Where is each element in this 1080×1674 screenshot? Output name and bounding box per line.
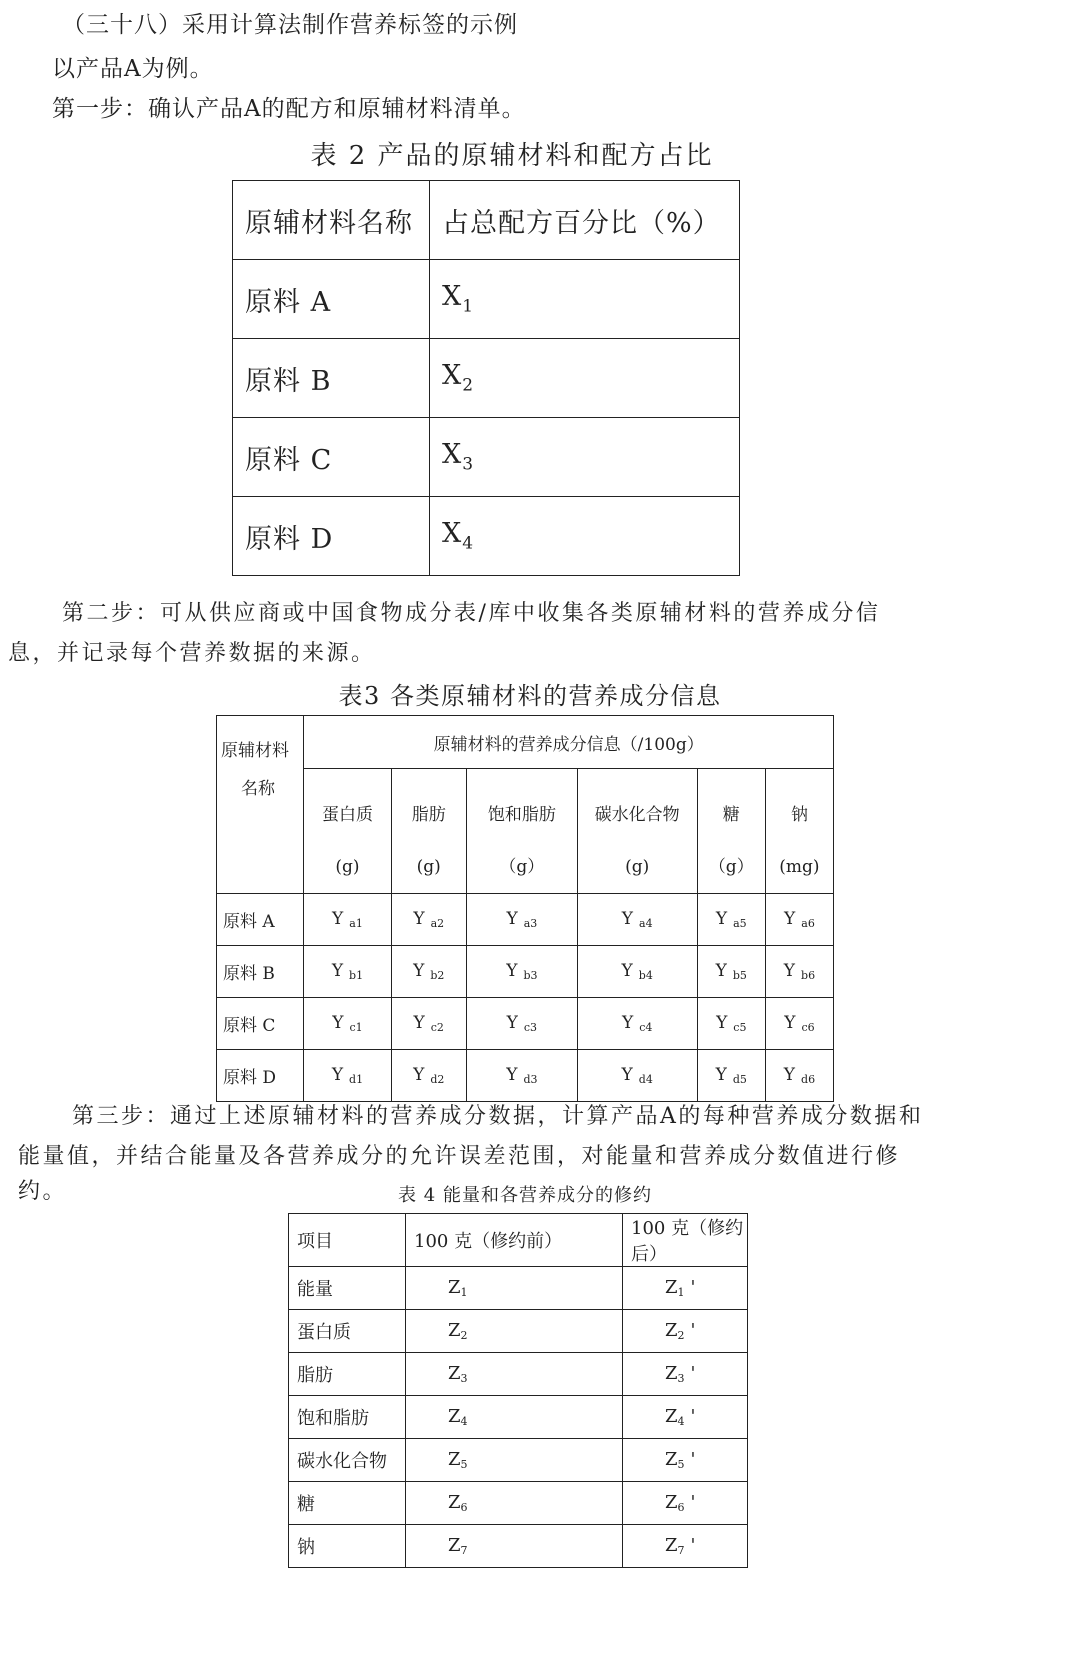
step2-line1: 第二步：可从供应商或中国食物成分表/库中收集各类原辅材料的营养成分信 [62, 601, 881, 626]
row-name: 原料 C [217, 998, 304, 1050]
table3-nutrition [216, 715, 834, 1102]
row-item: 饱和脂肪 [289, 1396, 406, 1439]
column-header: 糖 （g） [697, 769, 765, 894]
table-row [233, 339, 740, 418]
step3-line1: 第三步：通过上述原辅材料的营养成分数据，计算产品A的每种营养成分数据和 [72, 1104, 924, 1129]
table-cell: Y $_{a1}$ [304, 894, 391, 946]
column-header: 脂肪 (g) [391, 769, 466, 894]
table-cell: Y $_{c6}$ [765, 998, 833, 1050]
row-name: 原料 D [217, 1050, 304, 1102]
value-before: $Z_7$ [406, 1525, 623, 1568]
table-row [233, 260, 740, 339]
row-name: 原料 B [217, 946, 304, 998]
step3-line3: 约。 [18, 1179, 68, 1204]
value-after: $Z_2$ ' [623, 1310, 748, 1353]
table-row [217, 998, 834, 1050]
value-after: $Z_7$ ' [623, 1525, 748, 1568]
table-row [289, 1482, 748, 1525]
table-cell: Y $_{a4}$ [577, 894, 697, 946]
table-cell: Y $_{a2}$ [391, 894, 466, 946]
table-cell: Y $_{d5}$ [697, 1050, 765, 1102]
table3-header-span: 原辅材料的营养成分信息（/100g） [304, 716, 834, 769]
column-header: 饱和脂肪 （g） [466, 769, 577, 894]
table-row [289, 1396, 748, 1439]
table-cell: Y $_{d2}$ [391, 1050, 466, 1102]
row-item: 碳水化合物 [289, 1439, 406, 1482]
table4-header-item: 项目 [289, 1214, 406, 1267]
value-after: $Z_6$ ' [623, 1482, 748, 1525]
table4-header-before: 100 克（修约前） [406, 1214, 623, 1267]
table-cell: Y $_{a6}$ [765, 894, 833, 946]
table-row [217, 894, 834, 946]
row-item: 脂肪 [289, 1353, 406, 1396]
row-item: 蛋白质 [289, 1310, 406, 1353]
value-before: $Z_4$ [406, 1396, 623, 1439]
value-after: $Z_4$ ' [623, 1396, 748, 1439]
row-name: 原料 A [233, 260, 430, 339]
table-header-row [289, 1214, 748, 1267]
table-row [289, 1267, 748, 1310]
table-cell: Y $_{c4}$ [577, 998, 697, 1050]
row-value: $X_3$ [430, 418, 740, 497]
column-header: 碳水化合物 (g) [577, 769, 697, 894]
table-row [217, 946, 834, 998]
row-name: 原料 C [233, 418, 430, 497]
table-cell: Y $_{c2}$ [391, 998, 466, 1050]
table-cell: Y $_{b6}$ [765, 946, 833, 998]
table-cell: Y $_{b1}$ [304, 946, 391, 998]
table-cell: Y $_{d3}$ [466, 1050, 577, 1102]
value-before: $Z_3$ [406, 1353, 623, 1396]
table2-header-percent: 占总配方百分比（%） [430, 181, 740, 260]
intro-text: 以产品A为例。 [52, 56, 214, 82]
table-row [217, 1050, 834, 1102]
table-cell: Y $_{b4}$ [577, 946, 697, 998]
table3-header-name: 原辅材料 名称 [217, 716, 304, 894]
row-name: 原料 D [233, 497, 430, 576]
table-row [289, 1439, 748, 1482]
table-row [233, 418, 740, 497]
table-cell: Y $_{b2}$ [391, 946, 466, 998]
row-value: $X_2$ [430, 339, 740, 418]
row-item: 能量 [289, 1267, 406, 1310]
row-name: 原料 A [217, 894, 304, 946]
table-cell: Y $_{d6}$ [765, 1050, 833, 1102]
table-cell: Y $_{c5}$ [697, 998, 765, 1050]
table-cell: Y $_{d1}$ [304, 1050, 391, 1102]
row-item: 钠 [289, 1525, 406, 1568]
step2-line2: 息，并记录每个营养数据的来源。 [8, 641, 376, 666]
table-cell: Y $_{a5}$ [697, 894, 765, 946]
row-name: 原料 B [233, 339, 430, 418]
step1-text: 第一步：确认产品A的配方和原辅材料清单。 [52, 96, 526, 122]
row-item: 糖 [289, 1482, 406, 1525]
table-cell: Y $_{b5}$ [697, 946, 765, 998]
table2-header-name: 原辅材料名称 [233, 181, 430, 260]
table-row [289, 1353, 748, 1396]
table-header-row [217, 716, 834, 769]
table-cell: Y $_{d4}$ [577, 1050, 697, 1102]
table-row [289, 1310, 748, 1353]
section-heading: （三十八）采用计算法制作营养标签的示例 [62, 12, 518, 38]
value-before: $Z_6$ [406, 1482, 623, 1525]
table3-caption: 表3 各类原辅材料的营养成分信息 [338, 682, 722, 710]
table-header-row [217, 769, 834, 894]
table-row [233, 497, 740, 576]
table2-formula [232, 180, 740, 576]
column-header: 蛋白质 (g) [304, 769, 391, 894]
row-value: $X_1$ [430, 260, 740, 339]
table-row [289, 1525, 748, 1568]
value-before: $Z_2$ [406, 1310, 623, 1353]
table2-caption: 表 2 产品的原辅材料和配方占比 [310, 141, 714, 171]
column-header: 钠 (mg) [765, 769, 833, 894]
step3-line2: 能量值，并结合能量及各营养成分的允许误差范围，对能量和营养成分数值进行修 [18, 1144, 901, 1169]
table4-rounding [288, 1213, 748, 1568]
value-after: $Z_5$ ' [623, 1439, 748, 1482]
table-cell: Y $_{a3}$ [466, 894, 577, 946]
value-after: $Z_3$ ' [623, 1353, 748, 1396]
value-before: $Z_5$ [406, 1439, 623, 1482]
value-before: $Z_1$ [406, 1267, 623, 1310]
table-header-row [233, 181, 740, 260]
table4-header-after: 100 克（修约后） [623, 1214, 748, 1267]
table4-caption: 表 4 能量和各营养成分的修约 [398, 1185, 652, 1206]
row-value: $X_4$ [430, 497, 740, 576]
value-after: $Z_1$ ' [623, 1267, 748, 1310]
table-cell: Y $_{c1}$ [304, 998, 391, 1050]
table-cell: Y $_{b3}$ [466, 946, 577, 998]
table-cell: Y $_{c3}$ [466, 998, 577, 1050]
